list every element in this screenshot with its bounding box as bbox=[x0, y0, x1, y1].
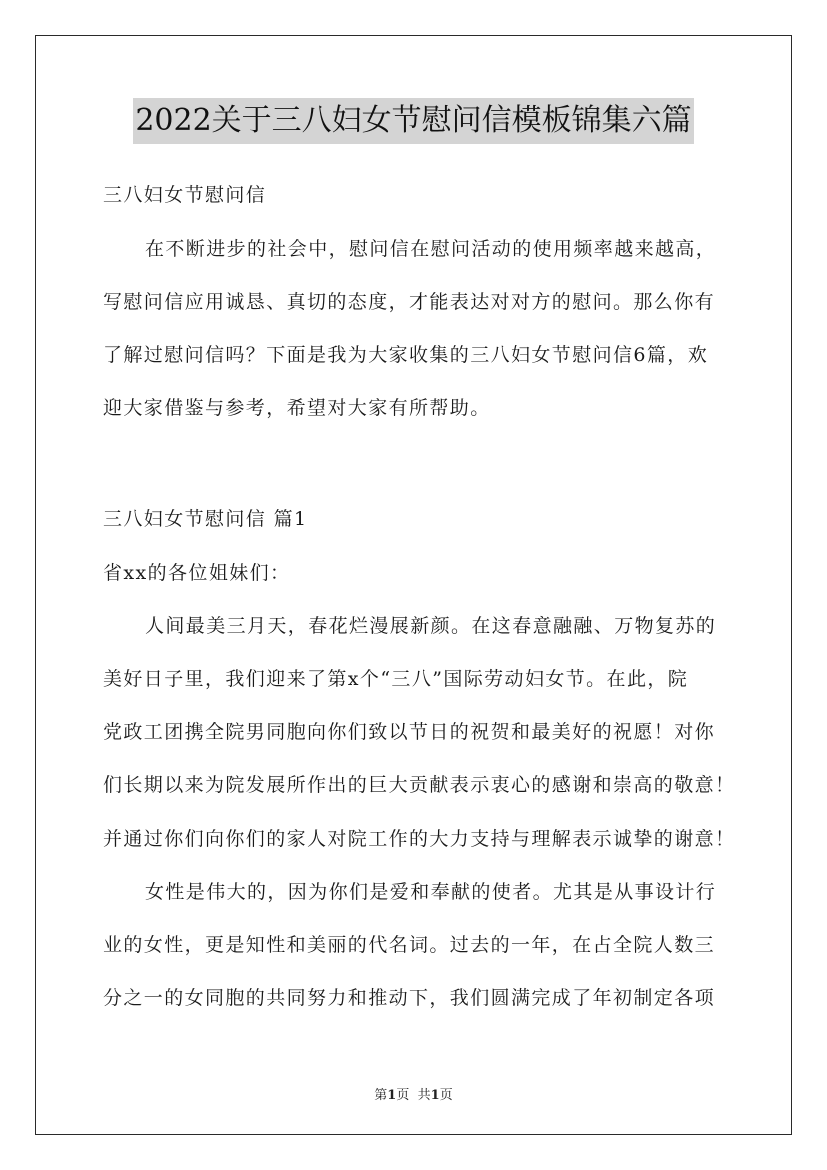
intro-line: 迎大家借鉴与参考，希望对大家有所帮助。 bbox=[103, 397, 491, 419]
paragraph-line: 美好日子里，我们迎来了第x个“三八”国际劳动妇女节。在此，院 bbox=[103, 668, 689, 690]
intro-line: 在不断进步的社会中，慰问信在慰问活动的使用频率越来越高， bbox=[145, 238, 717, 260]
document-title: 2022关于三八妇女节慰问信模板锦集六篇 bbox=[133, 98, 693, 144]
page-suffix: 页 bbox=[396, 1088, 410, 1103]
page-prefix: 第 bbox=[374, 1088, 388, 1103]
paragraph-line: 党政工团携全院男同胞向你们致以节日的祝贺和最美好的祝愿！对你 bbox=[103, 721, 716, 743]
intro-line: 了解过慰问信吗？下面是我为大家收集的三八妇女节慰问信6篇，欢 bbox=[103, 344, 709, 366]
page-number: 1 bbox=[387, 1088, 397, 1103]
paragraph-line: 人间最美三月天，春花烂漫展新颜。在这春意融融、万物复苏的 bbox=[145, 615, 717, 637]
total-suffix: 页 bbox=[439, 1088, 453, 1103]
section-heading: 三八妇女节慰问信 bbox=[103, 184, 267, 206]
intro-line: 写慰问信应用诚恳、真切的态度，才能表达对对方的慰问。那么你有 bbox=[103, 291, 716, 313]
total-prefix: 共 bbox=[417, 1088, 431, 1103]
title-container bbox=[0, 98, 827, 144]
paragraph-line: 们长期以来为院发展所作出的巨大贡献表示衷心的感谢和崇高的敬意！ bbox=[103, 774, 736, 796]
paragraph-line: 并通过你们向你们的家人对院工作的大力支持与理解表示诚挚的谢意！ bbox=[103, 828, 736, 850]
page-footer bbox=[0, 1084, 827, 1103]
paragraph-line: 女性是伟大的，因为你们是爱和奉献的使者。尤其是从事设计行 bbox=[145, 881, 717, 903]
total-pages: 1 bbox=[430, 1088, 440, 1103]
salutation: 省xx的各位姐妹们： bbox=[103, 562, 291, 584]
paragraph-line: 分之一的女同胞的共同努力和推动下，我们圆满完成了年初制定各项 bbox=[103, 987, 716, 1009]
letter-heading: 三八妇女节慰问信 篇1 bbox=[103, 508, 308, 530]
paragraph-line: 业的女性，更是知性和美丽的代名词。过去的一年，在占全院人数三 bbox=[103, 934, 716, 956]
